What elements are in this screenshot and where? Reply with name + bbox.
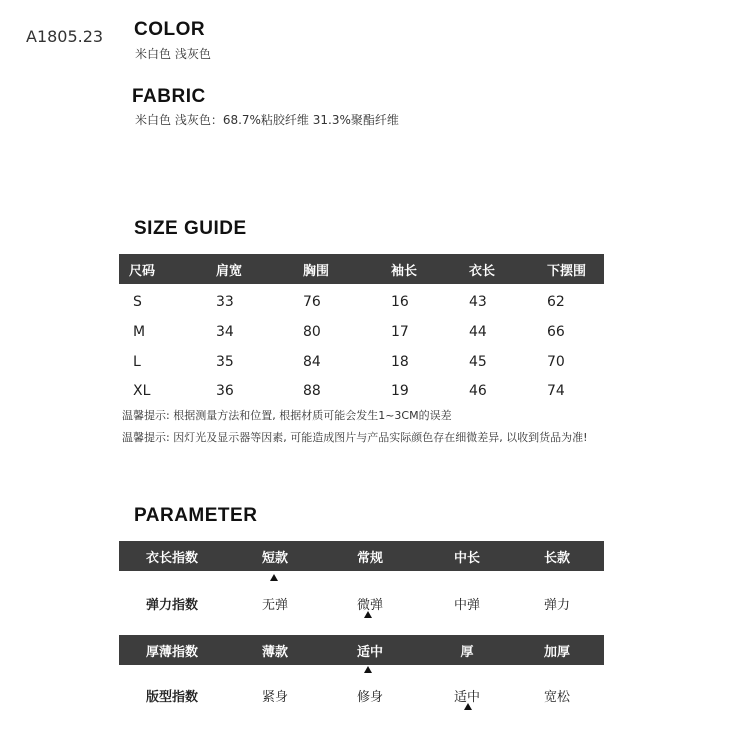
length-index-bar <box>119 541 604 571</box>
table-row <box>119 317 604 347</box>
fit-index-row <box>119 680 604 710</box>
table-cell: 36 <box>216 383 234 399</box>
header-chest: 胸围 <box>303 263 330 279</box>
table-cell: 46 <box>469 383 487 399</box>
fit-option: 紧身 <box>261 689 288 705</box>
thickness-option: 薄款 <box>261 644 288 660</box>
size-table-header <box>119 254 604 284</box>
table-cell: XL <box>133 383 151 399</box>
header-length: 衣长 <box>469 263 496 279</box>
table-cell: 84 <box>303 354 321 370</box>
table-cell: 62 <box>547 294 565 310</box>
table-cell: 70 <box>547 354 565 370</box>
elasticity-option: 弹力 <box>543 597 570 613</box>
table-cell: 16 <box>391 294 409 310</box>
table-cell: 43 <box>469 294 487 310</box>
header-size: 尺码 <box>129 263 156 279</box>
table-cell: 74 <box>547 383 565 399</box>
table-cell: 44 <box>469 324 487 340</box>
table-cell: 80 <box>303 324 321 340</box>
table-cell: 33 <box>216 294 234 310</box>
length-index-label: 衣长指数 <box>145 550 198 566</box>
length-option: 长款 <box>543 550 570 566</box>
table-cell: 76 <box>303 294 321 310</box>
color-heading: COLOR <box>134 19 206 40</box>
fit-index-label: 版型指数 <box>145 689 198 705</box>
fit-selected-marker <box>464 703 472 710</box>
thickness-option: 适中 <box>356 644 383 660</box>
product-code: A1805.23 <box>26 27 104 46</box>
table-cell: 34 <box>216 324 234 340</box>
table-cell: S <box>133 294 142 310</box>
header-sleeve: 袖长 <box>391 263 418 279</box>
elasticity-selected-marker <box>364 611 372 618</box>
table-row <box>119 376 604 406</box>
thickness-index-bar <box>119 635 604 665</box>
header-hem: 下摆围 <box>547 263 587 279</box>
size-guide-heading: SIZE GUIDE <box>134 218 247 239</box>
elasticity-index-row <box>119 588 604 618</box>
fabric-heading: FABRIC <box>132 86 206 107</box>
length-option: 常规 <box>356 550 383 566</box>
elasticity-option: 无弹 <box>261 597 288 613</box>
table-row <box>119 347 604 377</box>
elasticity-index-label: 弹力指数 <box>145 597 198 613</box>
thickness-selected-marker <box>364 666 372 673</box>
table-cell: L <box>133 354 141 370</box>
fit-option: 适中 <box>453 689 480 705</box>
thickness-option: 加厚 <box>543 644 570 660</box>
table-cell: M <box>133 324 146 340</box>
fabric-values: 米白色 浅灰色：68.7%粘胶纤维 31.3%聚酯纤维 <box>135 113 399 127</box>
parameter-heading: PARAMETER <box>134 505 258 526</box>
length-selected-marker <box>270 574 278 581</box>
elasticity-option: 中弹 <box>453 597 480 613</box>
table-cell: 35 <box>216 354 234 370</box>
table-cell: 18 <box>391 354 409 370</box>
table-cell: 17 <box>391 324 409 340</box>
thickness-index-label: 厚薄指数 <box>145 644 198 660</box>
table-cell: 66 <box>547 324 565 340</box>
table-cell: 88 <box>303 383 321 399</box>
elasticity-option: 微弹 <box>356 597 383 613</box>
color-values: 米白色 浅灰色 <box>135 47 211 61</box>
thickness-option: 厚 <box>460 644 474 660</box>
table-row <box>119 287 604 317</box>
length-option: 短款 <box>261 550 288 566</box>
fit-option: 修身 <box>356 689 383 705</box>
fit-option: 宽松 <box>543 689 570 705</box>
size-note-color: 温馨提示: 因灯光及显示器等因素, 可能造成图片与产品实际颜色存在细微差异, 以收到货品为准! <box>122 431 588 444</box>
length-option: 中长 <box>453 550 480 566</box>
size-note-measurement: 温馨提示: 根据测量方法和位置, 根据材质可能会发生1~3CM的误差 <box>122 409 452 422</box>
table-cell: 45 <box>469 354 487 370</box>
table-cell: 19 <box>391 383 409 399</box>
header-shoulder: 肩宽 <box>216 263 243 279</box>
